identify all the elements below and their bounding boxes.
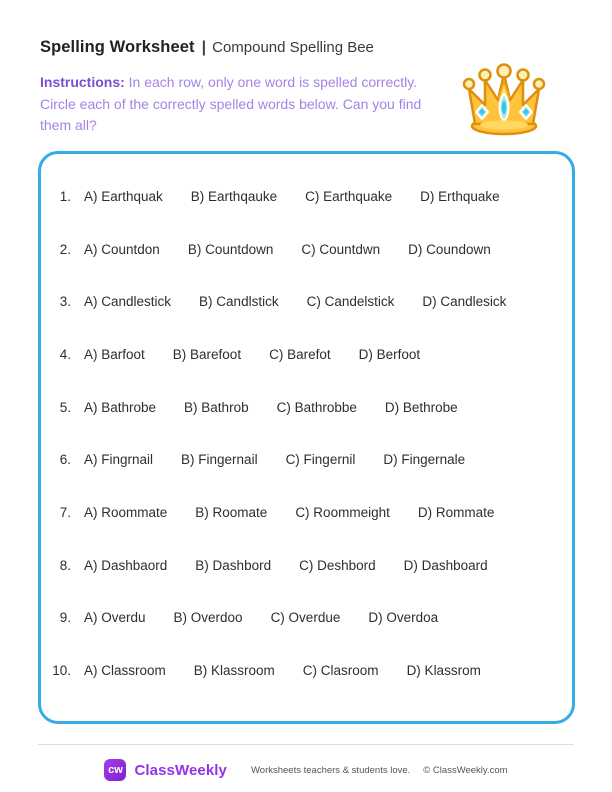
option-word: C) Roommeight [295, 504, 390, 520]
brand-logo [104, 759, 227, 781]
option-word: C) Clasroom [302, 663, 379, 679]
option-word: C) Fingernil [285, 452, 356, 468]
option-word: B) Klassroom [193, 663, 275, 679]
row-options [84, 610, 438, 625]
option-word: B) Barefoot [172, 346, 242, 362]
footer [0, 755, 612, 785]
instructions-text [40, 72, 422, 137]
row-options [84, 452, 465, 467]
row-options [84, 400, 458, 415]
worksheet-title: Spelling Worksheet [40, 38, 195, 56]
footer-text [251, 765, 508, 776]
page-title [40, 38, 374, 57]
row-options [84, 294, 506, 309]
option-word: C) Earthquake [305, 188, 393, 204]
option-word: C) Deshbord [299, 557, 376, 573]
option-word: D) Dashboard [403, 557, 488, 573]
option-word: D) Bethrobe [384, 399, 458, 415]
option-word: B) Bathrob [184, 399, 249, 415]
worksheet-row [41, 539, 572, 592]
option-word: B) Earthqauke [190, 188, 278, 204]
row-number: 8. [59, 557, 71, 573]
row-number: 5. [59, 399, 71, 415]
row-options [84, 558, 488, 573]
option-word: D) Berfoot [358, 346, 421, 362]
instructions-body: In each row, only one word is spelled correctly. Circle each of the correctly spelled words below. Can you find them all? [40, 74, 422, 133]
option-word: A) Earthquak [84, 188, 163, 204]
worksheet-row [41, 328, 572, 381]
worksheet-row [41, 644, 572, 697]
row-number: 4. [59, 346, 71, 362]
option-word: A) Barfoot [84, 346, 145, 362]
option-word: D) Erthquake [420, 188, 500, 204]
worksheet-row [41, 592, 572, 645]
option-word: B) Dashbord [195, 557, 272, 573]
worksheet-row [41, 433, 572, 486]
option-word: C) Barefot [269, 346, 331, 362]
worksheet-row [41, 275, 572, 328]
option-word: B) Roomate [195, 504, 268, 520]
option-word: C) Candelstick [306, 294, 395, 310]
option-word: A) Roommate [84, 504, 168, 520]
option-word: A) Classroom [84, 663, 166, 679]
option-word: A) Dashbaord [84, 557, 168, 573]
option-word: D) Klassrom [406, 663, 481, 679]
row-number: 7. [59, 504, 71, 520]
option-word: B) Fingernail [181, 452, 258, 468]
option-word: D) Rommate [417, 504, 495, 520]
row-number: 10. [52, 663, 71, 679]
option-word: C) Overdue [270, 610, 341, 626]
worksheet-rows [41, 154, 572, 697]
title-separator: | [201, 39, 207, 56]
footer-tagline: Worksheets teachers & students love. [251, 764, 411, 776]
crown-icon [458, 62, 550, 138]
instructions-label: Instructions: [40, 74, 125, 90]
option-word: D) Overdoa [368, 610, 439, 626]
footer-copyright: © ClassWeekly.com [423, 764, 508, 776]
row-options [84, 505, 494, 520]
row-number: 6. [59, 452, 71, 468]
worksheet-row [41, 223, 572, 276]
option-word: A) Fingrnail [84, 452, 154, 468]
worksheet-box [38, 151, 575, 724]
option-word: D) Coundown [408, 241, 491, 257]
option-word: C) Bathrobbe [276, 399, 357, 415]
option-word: B) Overdoo [173, 610, 243, 626]
option-word: A) Overdu [84, 610, 146, 626]
cw-logo-icon: cw [104, 759, 126, 781]
option-word: A) Countdon [84, 241, 160, 257]
option-word: A) Bathrobe [84, 399, 157, 415]
row-number: 3. [59, 294, 71, 310]
option-word: D) Candlesick [422, 294, 507, 310]
brand-name: ClassWeekly [134, 761, 227, 779]
option-word: C) Countdwn [301, 241, 381, 257]
row-number: 1. [59, 188, 71, 204]
row-options [84, 189, 500, 204]
row-number: 9. [59, 610, 71, 626]
option-word: A) Candlestick [84, 294, 172, 310]
worksheet-row [41, 486, 572, 539]
option-word: B) Countdown [187, 241, 274, 257]
footer-divider [38, 744, 574, 745]
row-number: 2. [59, 241, 71, 257]
option-word: B) Candlstick [199, 294, 279, 310]
row-options [84, 242, 491, 257]
row-options [84, 347, 420, 362]
option-word: D) Fingernale [383, 452, 466, 468]
worksheet-row [41, 170, 572, 223]
row-options [84, 663, 481, 678]
worksheet-subtitle: Compound Spelling Bee [212, 39, 374, 56]
worksheet-row [41, 381, 572, 434]
